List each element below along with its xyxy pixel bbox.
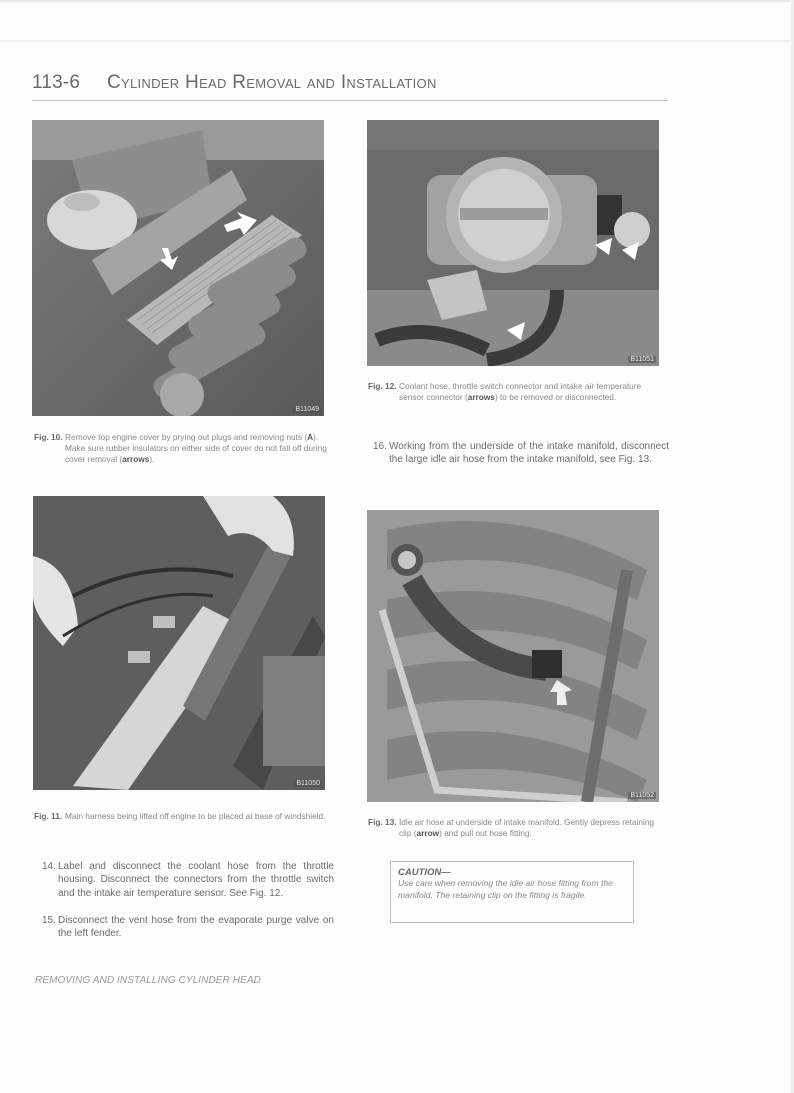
caption-text: Idle air hose at underside of intake manifold. Gently depress retaining clip (arrow) and pull out hose fitting. (399, 817, 655, 838)
caption-text: Coolant hose, throttle switch connector and intake air temperature sensor connector (arrows) to be removed or disconnected. (399, 381, 642, 402)
figure-label: Fig. 10. (34, 432, 63, 442)
figure-10-caption (34, 432, 334, 465)
page-number: 113-6 (32, 72, 81, 93)
figure-12-image (367, 120, 659, 366)
throttle-body-photo (367, 120, 659, 366)
step-text: Working from the underside of the intake manifold, disconnect the large idle air hose from the intake manifold, see Fig. 13. (389, 441, 669, 466)
figure-13-caption (368, 817, 668, 839)
caution-body: Use care when removing the idle air hose fitting from the manifold. The retaining clip on the fitting is fragile. (398, 878, 613, 900)
step-number: 14. (42, 861, 56, 872)
wiring-harness-photo (33, 496, 325, 790)
page-footer: REMOVING AND INSTALLING CYLINDER HEAD (35, 975, 261, 986)
figure-id: B11049 (295, 406, 319, 413)
page-header (32, 70, 668, 101)
figure-12-caption (368, 381, 668, 403)
step-number: 15. (42, 915, 56, 926)
figure-id: B11052 (630, 792, 654, 799)
step-number: 16. (373, 441, 387, 452)
figure-10-image (32, 120, 324, 416)
figure-label: Fig. 13. (368, 817, 397, 827)
figure-label: Fig. 12. (368, 381, 397, 391)
step-text: Disconnect the vent hose from the evaporate purge valve on the left fender. (58, 915, 334, 940)
section-title: Cylinder Head Removal and Installation (107, 72, 437, 93)
figure-label: Fig. 11. (34, 811, 63, 821)
step-15 (42, 914, 334, 941)
figure-id: B11051 (630, 356, 654, 363)
caution-box (390, 861, 634, 923)
engine-cover-photo (32, 120, 324, 416)
page-divider (0, 40, 794, 42)
caption-text: Main harness being lifted off engine to be placed at base of windshield. (65, 811, 326, 821)
step-14 (42, 860, 334, 900)
figure-11-caption (34, 811, 334, 822)
caution-heading: CAUTION— (398, 867, 451, 878)
intake-manifold-photo (367, 510, 659, 802)
caption-text: Remove top engine cover by prying out plugs and removing nuts (A). Make sure rubber insulators on either side of cover do not fall off during cover removal (arrows). (65, 432, 327, 464)
page-edge (0, 0, 794, 2)
step-text: Label and disconnect the coolant hose from the throttle housing. Disconnect the connectors from the throttle switch and the intake air temperature sensor. See Fig. 12. (58, 861, 334, 899)
figure-id: B11050 (296, 780, 320, 787)
step-16 (373, 440, 669, 467)
figure-13-image (367, 510, 659, 802)
figure-11-image (33, 496, 325, 790)
